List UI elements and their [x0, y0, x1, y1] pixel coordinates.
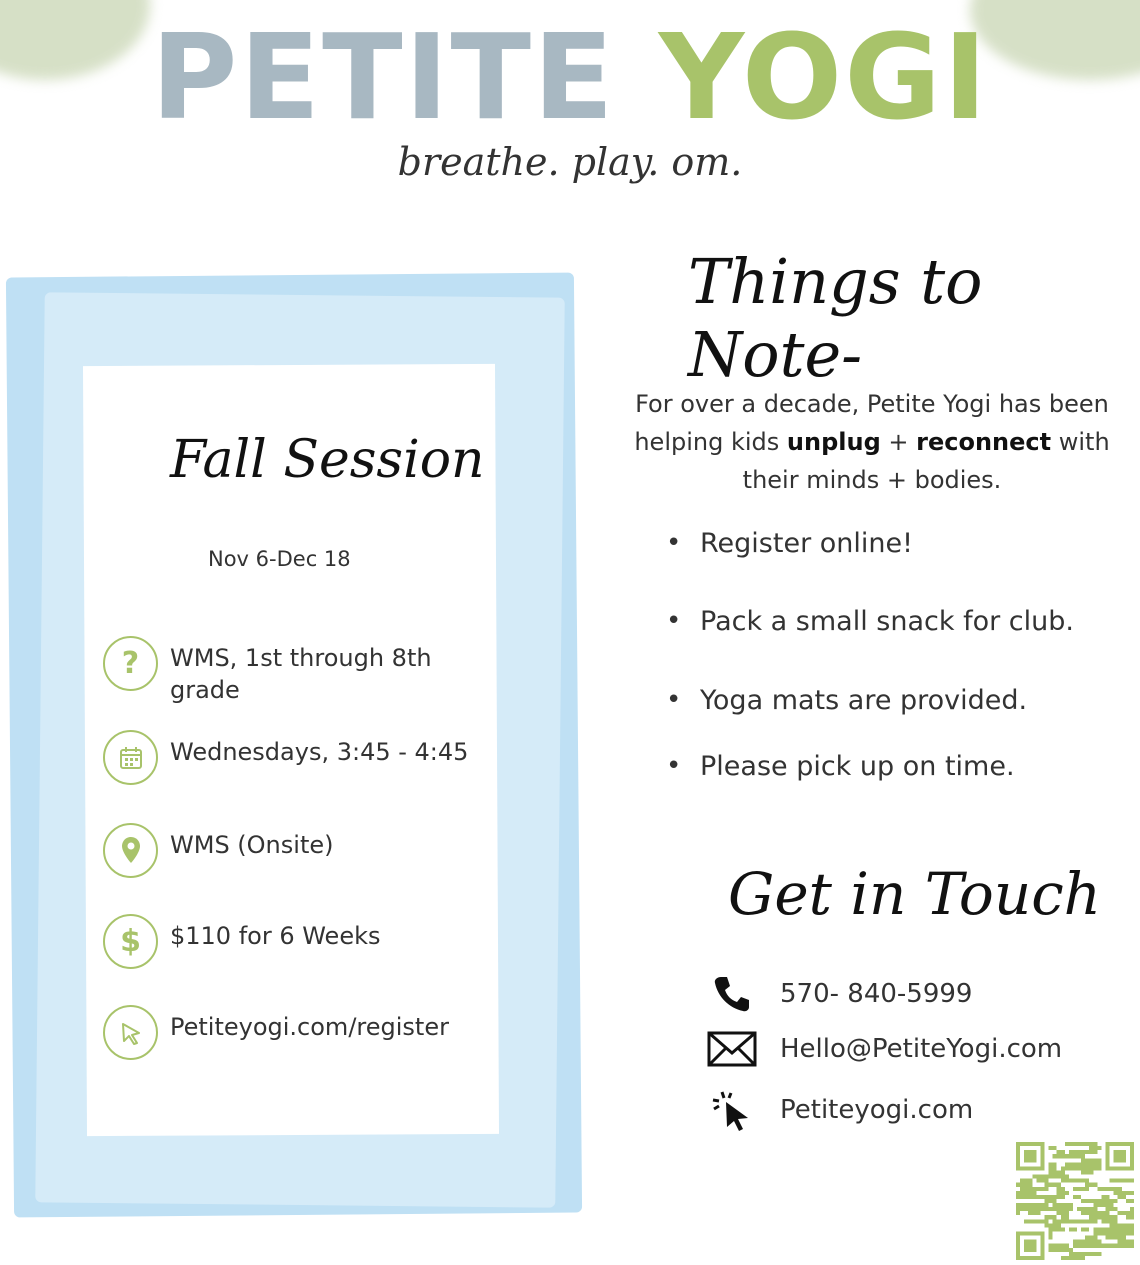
contact-email[interactable]: [706, 1027, 1062, 1071]
detail-text: WMS (Onsite): [170, 831, 334, 859]
intro-bold-reconnect: reconnect: [916, 428, 1052, 456]
intro-text: +: [880, 428, 917, 456]
tagline: breathe. play. om.: [397, 140, 743, 184]
phone-icon: [706, 972, 758, 1016]
contact-website[interactable]: [706, 1088, 973, 1132]
list-item: • Pack a small snack for club.: [668, 606, 1074, 637]
intro-text: For over a decade, Petite Yogi has been helping kids: [634, 390, 1109, 456]
detail-register-link[interactable]: [103, 1005, 493, 1060]
session-title: Fall Session: [170, 430, 485, 490]
brand-word-yogi: YOGI: [658, 8, 989, 146]
brand-word-petite: PETITE: [151, 8, 616, 146]
detail-text: WMS, 1st through 8th grade: [170, 644, 432, 704]
list-item: • Register online!: [668, 528, 913, 559]
detail-schedule: [103, 730, 493, 785]
contact-title: Get in Touch: [728, 860, 1102, 928]
contact-phone[interactable]: [706, 972, 972, 1016]
detail-price: [103, 914, 493, 969]
click-cursor-icon: [706, 1088, 758, 1132]
notes-intro: [612, 385, 1132, 499]
cursor-icon: [103, 1005, 158, 1060]
question-icon: ?: [103, 636, 158, 691]
phone-number[interactable]: 570- 840-5999: [780, 979, 973, 1009]
dollar-icon: $: [103, 914, 158, 969]
list-item: • Please pick up on time.: [668, 751, 1015, 782]
list-item: • Yoga mats are provided.: [668, 685, 1027, 716]
brand-title: [0, 8, 1140, 146]
qr-code[interactable]: [1016, 1142, 1134, 1260]
intro-bold-unplug: unplug: [786, 428, 881, 456]
notes-title: Things to Note-: [688, 245, 983, 391]
intro-text: with their minds + bodies.: [742, 428, 1110, 494]
mail-icon: [706, 1027, 758, 1071]
detail-grade: [103, 636, 493, 706]
register-link-text[interactable]: Petiteyogi.com/register: [170, 1013, 449, 1041]
calendar-icon: [103, 730, 158, 785]
detail-text: $110 for 6 Weeks: [170, 922, 381, 950]
email-address[interactable]: Hello@PetiteYogi.com: [780, 1034, 1063, 1064]
detail-text: Wednesdays, 3:45 - 4:45: [170, 738, 469, 766]
website-url[interactable]: Petiteyogi.com: [780, 1095, 974, 1125]
location-pin-icon: [103, 823, 158, 878]
session-dates: Nov 6-Dec 18: [208, 547, 351, 571]
detail-location: [103, 823, 493, 878]
